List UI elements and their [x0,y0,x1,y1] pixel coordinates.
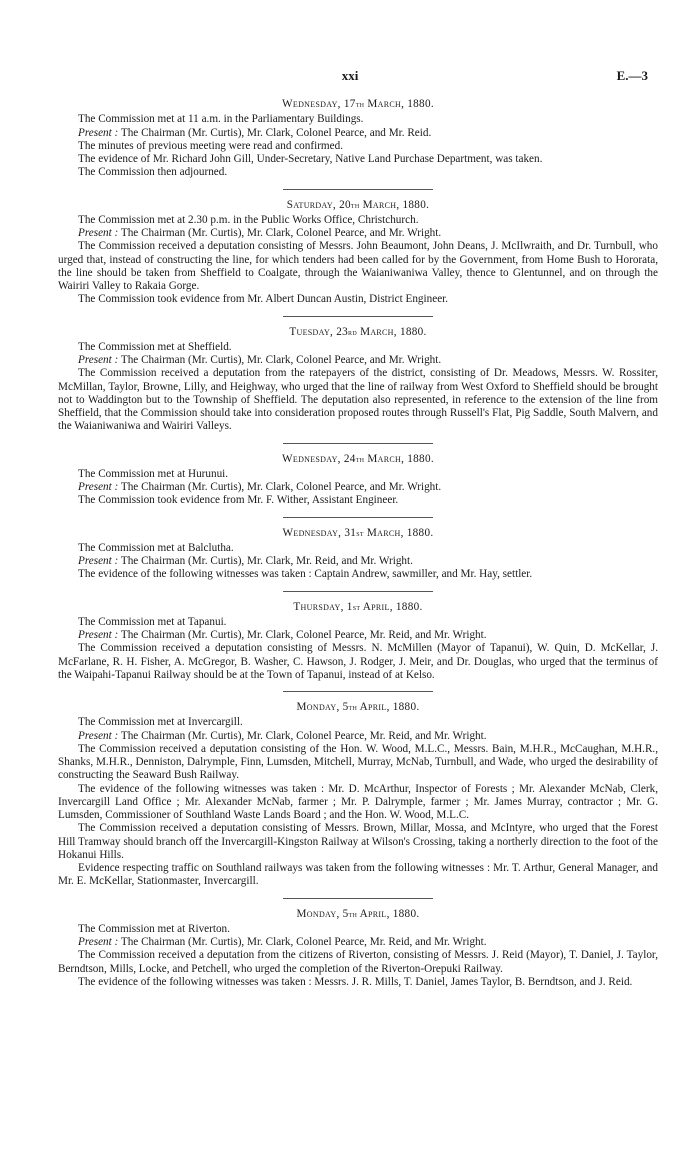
minutes-paragraph [58,494,658,507]
paragraph-text: The Commission met at Hurunui. [78,467,229,480]
meeting-date-heading [58,908,658,921]
paragraph-text: The Commission met at Sheffield. [78,340,232,353]
minutes-paragraph [58,730,658,743]
present-label: Present : [78,555,119,567]
paragraph-text: The Commission then adjourned. [78,166,228,179]
minutes-paragraph [58,214,658,227]
heading-date-ordinal: th [355,453,365,464]
heading-day: Tuesday, [289,325,334,338]
section-divider [283,443,433,444]
heading-month-year: March, 1880. [366,526,434,539]
minutes-paragraph [58,568,658,581]
paragraph-text: The Commission met at Balclutha. [78,541,234,554]
heading-date-ordinal: th [348,702,358,712]
minutes-paragraph [58,862,658,889]
paragraph-text: The Chairman (Mr. Curtis), Mr. Clark, Colonel Pearce, Mr. Reid, and Mr. Wright. [118,936,487,948]
heading-month-year: March, 1880. [367,98,434,110]
heading-date-number: 5 [342,701,349,713]
meeting-entry [58,98,658,180]
paragraph-text: The minutes of previous meeting were read and confirmed. [78,139,343,152]
minutes-paragraph [58,153,658,166]
paragraph-text: The Commission met at Invercargill. [78,716,243,729]
meeting-date-heading [58,527,658,540]
heading-date-ordinal: th [348,908,358,919]
heading-date-ordinal: st [352,601,361,612]
meeting-entry [58,453,658,508]
minutes-paragraph [58,822,658,862]
page-number: xxi [341,68,359,83]
minutes-paragraph [58,468,658,481]
minutes-paragraph [58,140,658,153]
meeting-date-heading [58,453,658,466]
section-divider [283,189,433,190]
paragraph-text: The evidence of the following witnesses was taken : Messrs. J. R. Mills, T. Daniel, James Taylor, B. Berndtson, and J. Reid. [78,975,633,988]
meeting-entry [58,601,658,683]
meeting-entry [58,326,658,434]
paragraph-text: The Chairman (Mr. Curtis), Mr. Clark, Mr. Reid, and Mr. Wright. [118,555,413,567]
heading-month-year: April, 1880. [359,907,420,920]
present-label: Present : [78,729,119,742]
minutes-paragraph [58,227,658,240]
heading-month-year: March, 1880. [360,325,427,338]
paragraph-text: The Commission received a deputation consisting of Messrs. John Beaumont, John Deans, J. McIlwraith, and Dr. Turnbull, who urged that, instead of constructing the line, for which tenders had been called for by the Government, from Home Bush to Hororata, the line should be taken from Sheffield to Coalgate, through the Waianiwaniwa Valley, thence to Glentunnel, and on through the Wairiri Valley to Rakaia Gorge. [58,240,658,292]
minutes-paragraph [58,341,658,354]
paragraph-text: The Commission received a deputation from the ratepayers of the district, consisting of Dr. Meadows, Messrs. W. Rossiter, McMillan, Taylor, Browne, Lilly, and Heighway, who urged that the line of railway from West Oxford to Sheffield should be brought not to Waddington but to the Township of Sheffield. The deputation also represented, in reference to the extension of the line from Sheffield, that the Commission should take into consideration proposed routes through Russell's Flat, Pig Saddle, South Malvern, and the Waianiwaniwa and Wairiri Valleys. [58,367,658,433]
minutes-paragraph [58,642,658,682]
minutes-paragraph [58,293,658,306]
minutes-paragraph [58,367,658,433]
minutes-paragraph [58,616,658,629]
heading-day: Wednesday, [282,452,341,465]
present-label: Present : [78,481,119,493]
heading-day: Wednesday, [282,526,342,539]
present-label: Present : [78,354,119,366]
meeting-entry [58,527,658,582]
heading-date-ordinal: rd [348,326,357,337]
minutes-paragraph [58,629,658,642]
paragraph-text: The evidence of the following witnesses was taken : Captain Andrew, sawmiller, and Mr. Hay, settler. [78,568,533,581]
heading-date-number: 20 [339,198,351,211]
paragraph-text: The Chairman (Mr. Curtis), Mr. Clark, Colonel Pearce, and Mr. Wright. [118,354,442,366]
section-divider [283,316,433,317]
heading-month-year: April, 1880. [359,701,420,713]
minutes-paragraph [58,743,658,783]
paragraph-text: The Chairman (Mr. Curtis), Mr. Clark, Colonel Pearce, and Mr. Wright. [118,227,442,239]
heading-date-number: 17 [343,98,356,110]
paragraph-text: The Commission received a deputation from the citizens of Riverton, consisting of Messrs. J. Reid (Mayor), T. Daniel, J. Taylor, Berndtson, Mills, Locke, and Petchell, who urged the completion of the Riverton-Orepuki Railway. [58,949,658,975]
section-divider [283,517,433,518]
minutes-paragraph [58,127,658,140]
paragraph-text: The Chairman (Mr. Curtis), Mr. Clark, Colonel Pearce, and Mr. Reid. [118,126,432,139]
paragraph-text: The Commission received a deputation consisting of Messrs. Brown, Millar, Mossa, and McIntyre, who urged that the Forest Hill Tramway should branch off the Invercargill-Kingston Railway at Wilson's Crossing, taking a northerly direction to the foot of the Hokanui Hills. [58,822,658,861]
heading-date-number: 24 [343,452,356,465]
present-label: Present : [78,227,119,239]
section-divider [283,591,433,592]
minutes-paragraph [58,976,658,989]
heading-date-number: 31 [344,526,357,539]
heading-day: Monday, [296,701,340,713]
paragraph-text: The Commission met at Tapanui. [78,615,227,628]
heading-date-ordinal: st [356,527,364,538]
heading-day: Monday, [296,907,340,920]
present-label: Present : [78,629,119,641]
minutes-paragraph [58,783,658,823]
heading-day: Thursday, [293,600,344,613]
paragraph-text: The Commission met at 2.30 p.m. in the Public Works Office, Christchurch. [78,213,419,226]
section-divider [283,898,433,899]
paragraph-text: The Chairman (Mr. Curtis), Mr. Clark, Colonel Pearce, Mr. Reid, and Mr. Wright. [118,629,487,641]
minutes-paragraph [58,949,658,976]
paragraph-text: The Chairman (Mr. Curtis), Mr. Clark, Colonel Pearce, and Mr. Wright. [118,481,442,493]
meeting-entry [58,908,658,990]
meeting-date-heading [58,199,658,212]
heading-date-number: 5 [342,907,349,920]
minutes-paragraph [58,923,658,936]
paragraph-text: The Commission took evidence from Mr. Albert Duncan Austin, District Engineer. [78,293,449,306]
heading-day: Saturday, [286,198,337,211]
paragraph-text: The Commission met at Riverton. [78,922,230,935]
meeting-date-heading [58,326,658,339]
heading-day: Wednesday, [282,98,341,110]
paragraph-text: The Commission received a deputation consisting of the Hon. W. Wood, M.L.C., Messrs. Bain, M.H.R., McCaughan, M.H.R., Shanks, M.H.R., Denniston, Dalrymple, Finn, Lumsden, Mitchell, Murray, McNab, Turnbull, and Wade, who urged the desirability of constructing the Seaward Bush Railway. [58,742,658,782]
minutes-paragraph [58,113,658,126]
minutes-paragraph [58,716,658,729]
meeting-date-heading [58,601,658,614]
minutes-paragraph [58,166,658,179]
heading-date-number: 1 [346,600,353,613]
minutes-body [58,98,658,989]
minutes-paragraph [58,555,658,568]
meeting-date-heading [58,98,658,111]
present-label: Present : [78,936,119,948]
minutes-paragraph [58,936,658,949]
heading-month-year: March, 1880. [362,198,430,211]
meeting-date-heading [58,701,658,714]
minutes-paragraph [58,240,658,293]
minutes-paragraph [58,481,658,494]
present-label: Present : [78,126,119,139]
paragraph-text: Evidence respecting traffic on Southland railways was taken from the following witnesses : Mr. T. Arthur, General Manager, and Mr. E. McKellar, Stationmaster, Invercargill. [58,862,658,888]
paragraph-text: The evidence of Mr. Richard John Gill, Under-Secretary, Native Land Purchase Department, was taken. [78,153,543,165]
series-code: E.—3 [616,68,648,83]
heading-date-ordinal: th [350,199,360,210]
meeting-entry [58,199,658,307]
paragraph-text: The Chairman (Mr. Curtis), Mr. Clark, Colonel Pearce, Mr. Reid, and Mr. Wright. [118,729,487,742]
paragraph-text: The Commission met at 11 a.m. in the Parliamentary Buildings. [78,113,364,126]
heading-month-year: April, 1880. [362,600,423,613]
meeting-entry [58,701,658,889]
paragraph-text: The evidence of the following witnesses was taken : Mr. D. McArthur, Inspector of Forests ; Mr. Alexander McNab, Clerk, Invercargill Land Office ; Mr. Alexander McNab, farmer ; Mr. P. Dalrymple, farmer ; Mr. James Murray, contractor ; Mr. G. Lumsden, Commissioner of Southland Waste Lands Board ; and the Hon. W. Wood, M.L.C. [58,782,658,821]
heading-date-ordinal: th [355,99,365,109]
page-header [0,68,700,86]
paragraph-text: The Commission took evidence from Mr. F. Wither, Assistant Engineer. [78,494,399,507]
paragraph-text: The Commission received a deputation consisting of Messrs. N. McMillen (Mayor of Tapanui), W. Quin, D. McKellar, J. McFarlane, R. H. Fisher, A. McGregor, B. Washer, C. Hawson, J. Rodger, J. Meir, and Dr. Douglas, who urged that the terminus of the Waipahi-Tapanui Railway should be at the Town of Tapanui, instead of at Kelso. [58,642,658,681]
minutes-paragraph [58,354,658,367]
heading-month-year: March, 1880. [367,452,434,465]
heading-date-number: 23 [336,325,349,338]
minutes-paragraph [58,542,658,555]
section-divider [283,691,433,692]
